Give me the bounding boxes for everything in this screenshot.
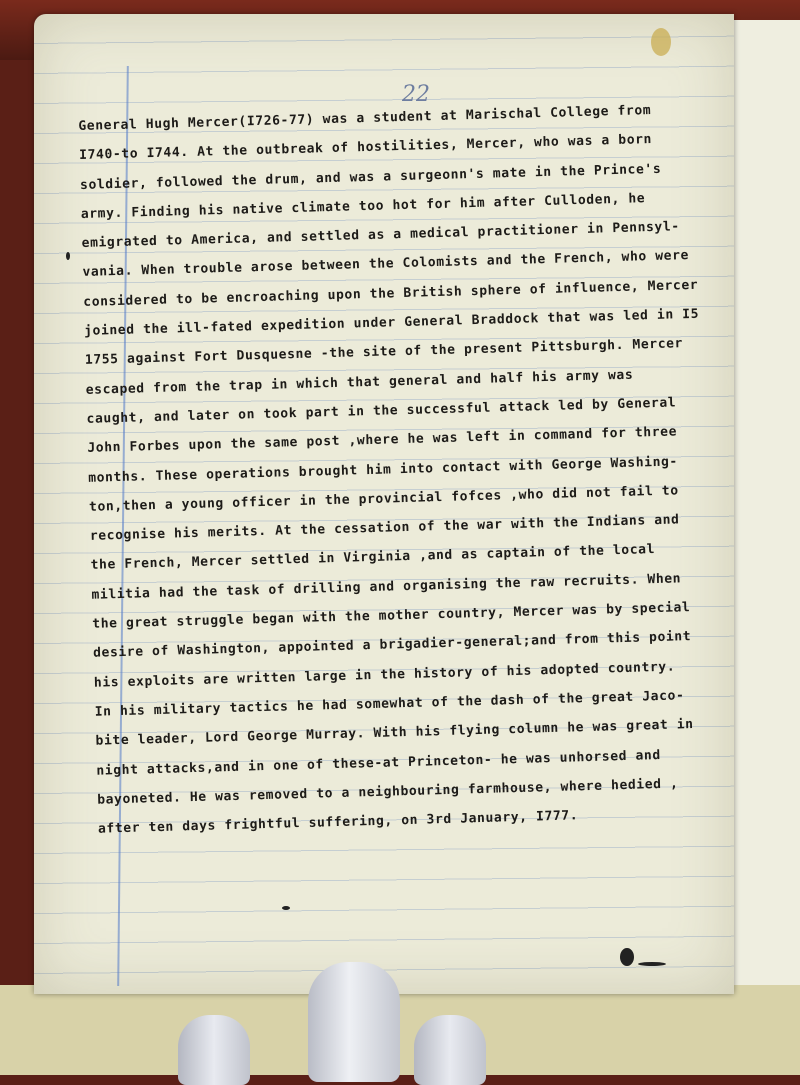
text-line: I740-to I744. At the outbreak of hostilities, Mercer, who was a born	[79, 132, 653, 164]
text-line: night attacks,and in one of these-at Princeton- he was unhorsed and	[96, 747, 661, 779]
ink-speck	[282, 906, 290, 910]
page-number: 22	[402, 82, 430, 107]
text-line: In his military tactics he had somewhat of the dash of the great Jaco-	[94, 688, 685, 720]
text-line: after ten days frightful suffering, on 3rd January, I777.	[97, 808, 579, 837]
ink-speck	[66, 252, 70, 260]
ink-blot	[620, 948, 634, 966]
text-line: General Hugh Mercer(I726-77) was a student at Marischal College from	[78, 102, 652, 134]
text-line: recognise his merits. At the cessation of the war with the Indians and	[89, 512, 680, 544]
text-line: bayoneted. He was removed to a neighbouring farmhouse, where hedied ,	[97, 776, 679, 808]
text-line: escaped from the trap in which that general and half his army was	[85, 367, 634, 398]
text-line: months. These operations brought him into contact with George Washing-	[88, 453, 679, 486]
text-line: 1755 against Fort Dusquesne -the site of the present Pittsburgh. Mercer	[84, 336, 684, 369]
paper-stain	[651, 28, 671, 56]
text-line: his exploits are written large in the history of his adopted country.	[93, 659, 676, 691]
thumb	[308, 962, 400, 1082]
text-line: the great struggle began with the mother country, Mercer was by special	[92, 600, 691, 632]
text-line: the French, Mercer settled in Virginia ,and as captain of the local	[90, 542, 656, 574]
text-line: considered to be encroaching upon the British sphere of influence, Mercer	[83, 277, 699, 310]
finger-right	[414, 1015, 486, 1085]
finger-left	[178, 1015, 250, 1085]
folder-edge	[0, 985, 800, 1075]
typed-paragraph	[78, 93, 778, 844]
text-line: emigrated to America, and settled as a medical practitioner in Pennsyl-	[81, 219, 680, 252]
text-line: soldier, followed the drum, and was a surgeonn's mate in the Prince's	[79, 161, 662, 193]
text-line: bite leader, Lord George Murray. With his flying column he was great in	[95, 717, 694, 749]
text-line: desire of Washington, appointed a brigadier-general;and from this point	[92, 629, 692, 662]
text-line: ton,then a young officer in the provincial fofces ,who did not fail to	[88, 483, 679, 515]
ink-dash	[638, 962, 666, 966]
text-line: militia had the task of drilling and organising the raw recruits. When	[91, 571, 682, 603]
text-line: joined the ill-fated expedition under General Braddock that was led in I5	[83, 306, 700, 339]
text-line: army. Finding his native climate too hot for him after Culloden, he	[80, 191, 646, 222]
text-line: John Forbes upon the same post ,where he was left in command for three	[87, 424, 678, 457]
text-line: vania. When trouble arose between the Colomists and the French, who were	[82, 248, 690, 281]
text-line: caught, and later on took part in the successful attack led by General	[86, 395, 677, 427]
